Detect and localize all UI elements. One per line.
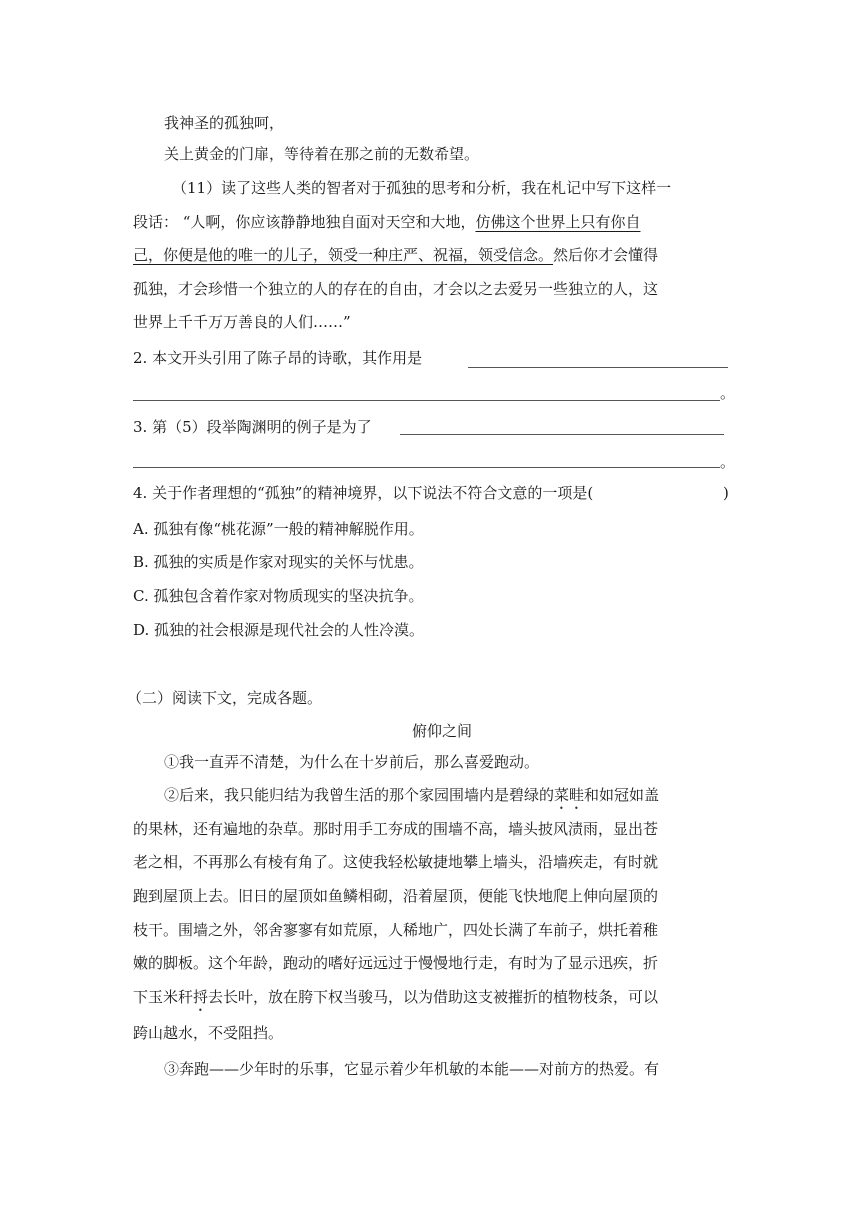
question-close-paren: ) xyxy=(723,484,729,502)
answer-blank[interactable] xyxy=(400,434,724,435)
paragraph-text: 去长叶，放在胯下权当骏马，以为借助这支被摧折的植物枝条，可以 xyxy=(208,988,659,1006)
article-title: 俯仰之间 xyxy=(412,722,473,740)
paragraph-line: 枝干。围墙之外，邻舍寥寥有如荒原，人稀地广，四处长满了车前子，烘托着稚 xyxy=(133,921,659,939)
paragraph-text: 然后你才会懂得 xyxy=(553,246,659,264)
underlined-sentence: 己，你便是他的唯一的儿子，领受一种庄严、祝福，领受信念。 xyxy=(133,246,554,264)
paragraph-line: 跨山越水，不受阻挡。 xyxy=(133,1024,284,1042)
question-2: 2. 本文开头引用了陈子昂的诗歌，其作用是 xyxy=(133,349,423,367)
paragraph-line xyxy=(164,784,659,813)
paragraph-line: ③奔跑——少年时的乐事，它显示着少年机敏的本能——对前方的热爱。有 xyxy=(164,1060,660,1078)
dotted-emphasis-text: 捋 xyxy=(193,988,209,1006)
paragraph-line: 嫩的脚板。这个年龄，跑动的嗜好远远过于慢慢地行走，有时为了显示迅疾，折 xyxy=(133,954,659,972)
option-c: C. 孤独包含着作家对物质现实的坚决抗争。 xyxy=(133,587,424,605)
paragraph-line: ①我一直弄不清楚，为什么在十岁前后，那么喜爱跑动。 xyxy=(164,753,540,771)
answer-blank[interactable] xyxy=(133,400,720,401)
paragraph-line xyxy=(133,986,658,1015)
paragraph-line: 跑到屋顶上去。旧日的屋顶如鱼鳞相砌，沿着屋顶，便能飞快地爬上伸向屋顶的 xyxy=(133,887,659,905)
poem-line: 我神圣的孤独呵， xyxy=(164,114,285,132)
section-heading: （二）阅读下文，完成各题。 xyxy=(127,689,323,707)
paragraph-line: 的果林，还有遍地的杂草。那时用手工夯成的围墙不高，墙头披风渍雨，显出苍 xyxy=(133,820,659,838)
underlined-sentence: 仿佛这个世界上只有你自 xyxy=(475,213,641,231)
dotted-emphasis-text: 菜畦 xyxy=(554,786,585,804)
question-end-mark: 。 xyxy=(720,384,736,402)
paragraph-line: 世界上千千万万善良的人们……” xyxy=(133,313,351,331)
poem-line: 关上黄金的门扉，等待着在那之前的无数希望。 xyxy=(164,145,480,163)
answer-blank[interactable] xyxy=(468,367,728,368)
option-b: B. 孤独的实质是作家对现实的关怀与忧患。 xyxy=(133,553,424,571)
question-end-mark: 。 xyxy=(720,453,736,471)
paragraph-line xyxy=(133,244,658,266)
option-d: D. 孤独的社会根源是现代社会的人性冷漠。 xyxy=(133,621,425,639)
paragraph-line xyxy=(133,211,640,233)
paragraph-text: 下玉米秆 xyxy=(133,988,194,1006)
answer-blank[interactable] xyxy=(133,467,720,468)
question-4: 4. 关于作者理想的“孤独”的精神境界，以下说法不符合文意的一项是( xyxy=(133,484,594,502)
option-a: A. 孤独有像“桃花源”一般的精神解脱作用。 xyxy=(133,520,424,538)
paragraph-text: 和如冠如盖 xyxy=(584,786,660,804)
paragraph-line: （11）读了这些人类的智者对于孤独的思考和分析，我在札记中写下这样一 xyxy=(172,179,672,197)
paragraph-line: 孤独，才会珍惜一个独立的人的存在的自由，才会以之去爱另一些独立的人，这 xyxy=(133,280,659,298)
paragraph-text: ②后来，我只能归结为我曾生活的那个家园围墙内是碧绿的 xyxy=(164,786,555,804)
paragraph-line: 老之相，不再那么有棱有角了。这使我轻松敏捷地攀上墙头，沿墙疾走，有时就 xyxy=(133,853,659,871)
question-3: 3. 第（5）段举陶渊明的例子是为了 xyxy=(133,418,372,436)
paragraph-text: 段话： “人啊，你应该静静地独自面对天空和大地， xyxy=(133,213,476,231)
